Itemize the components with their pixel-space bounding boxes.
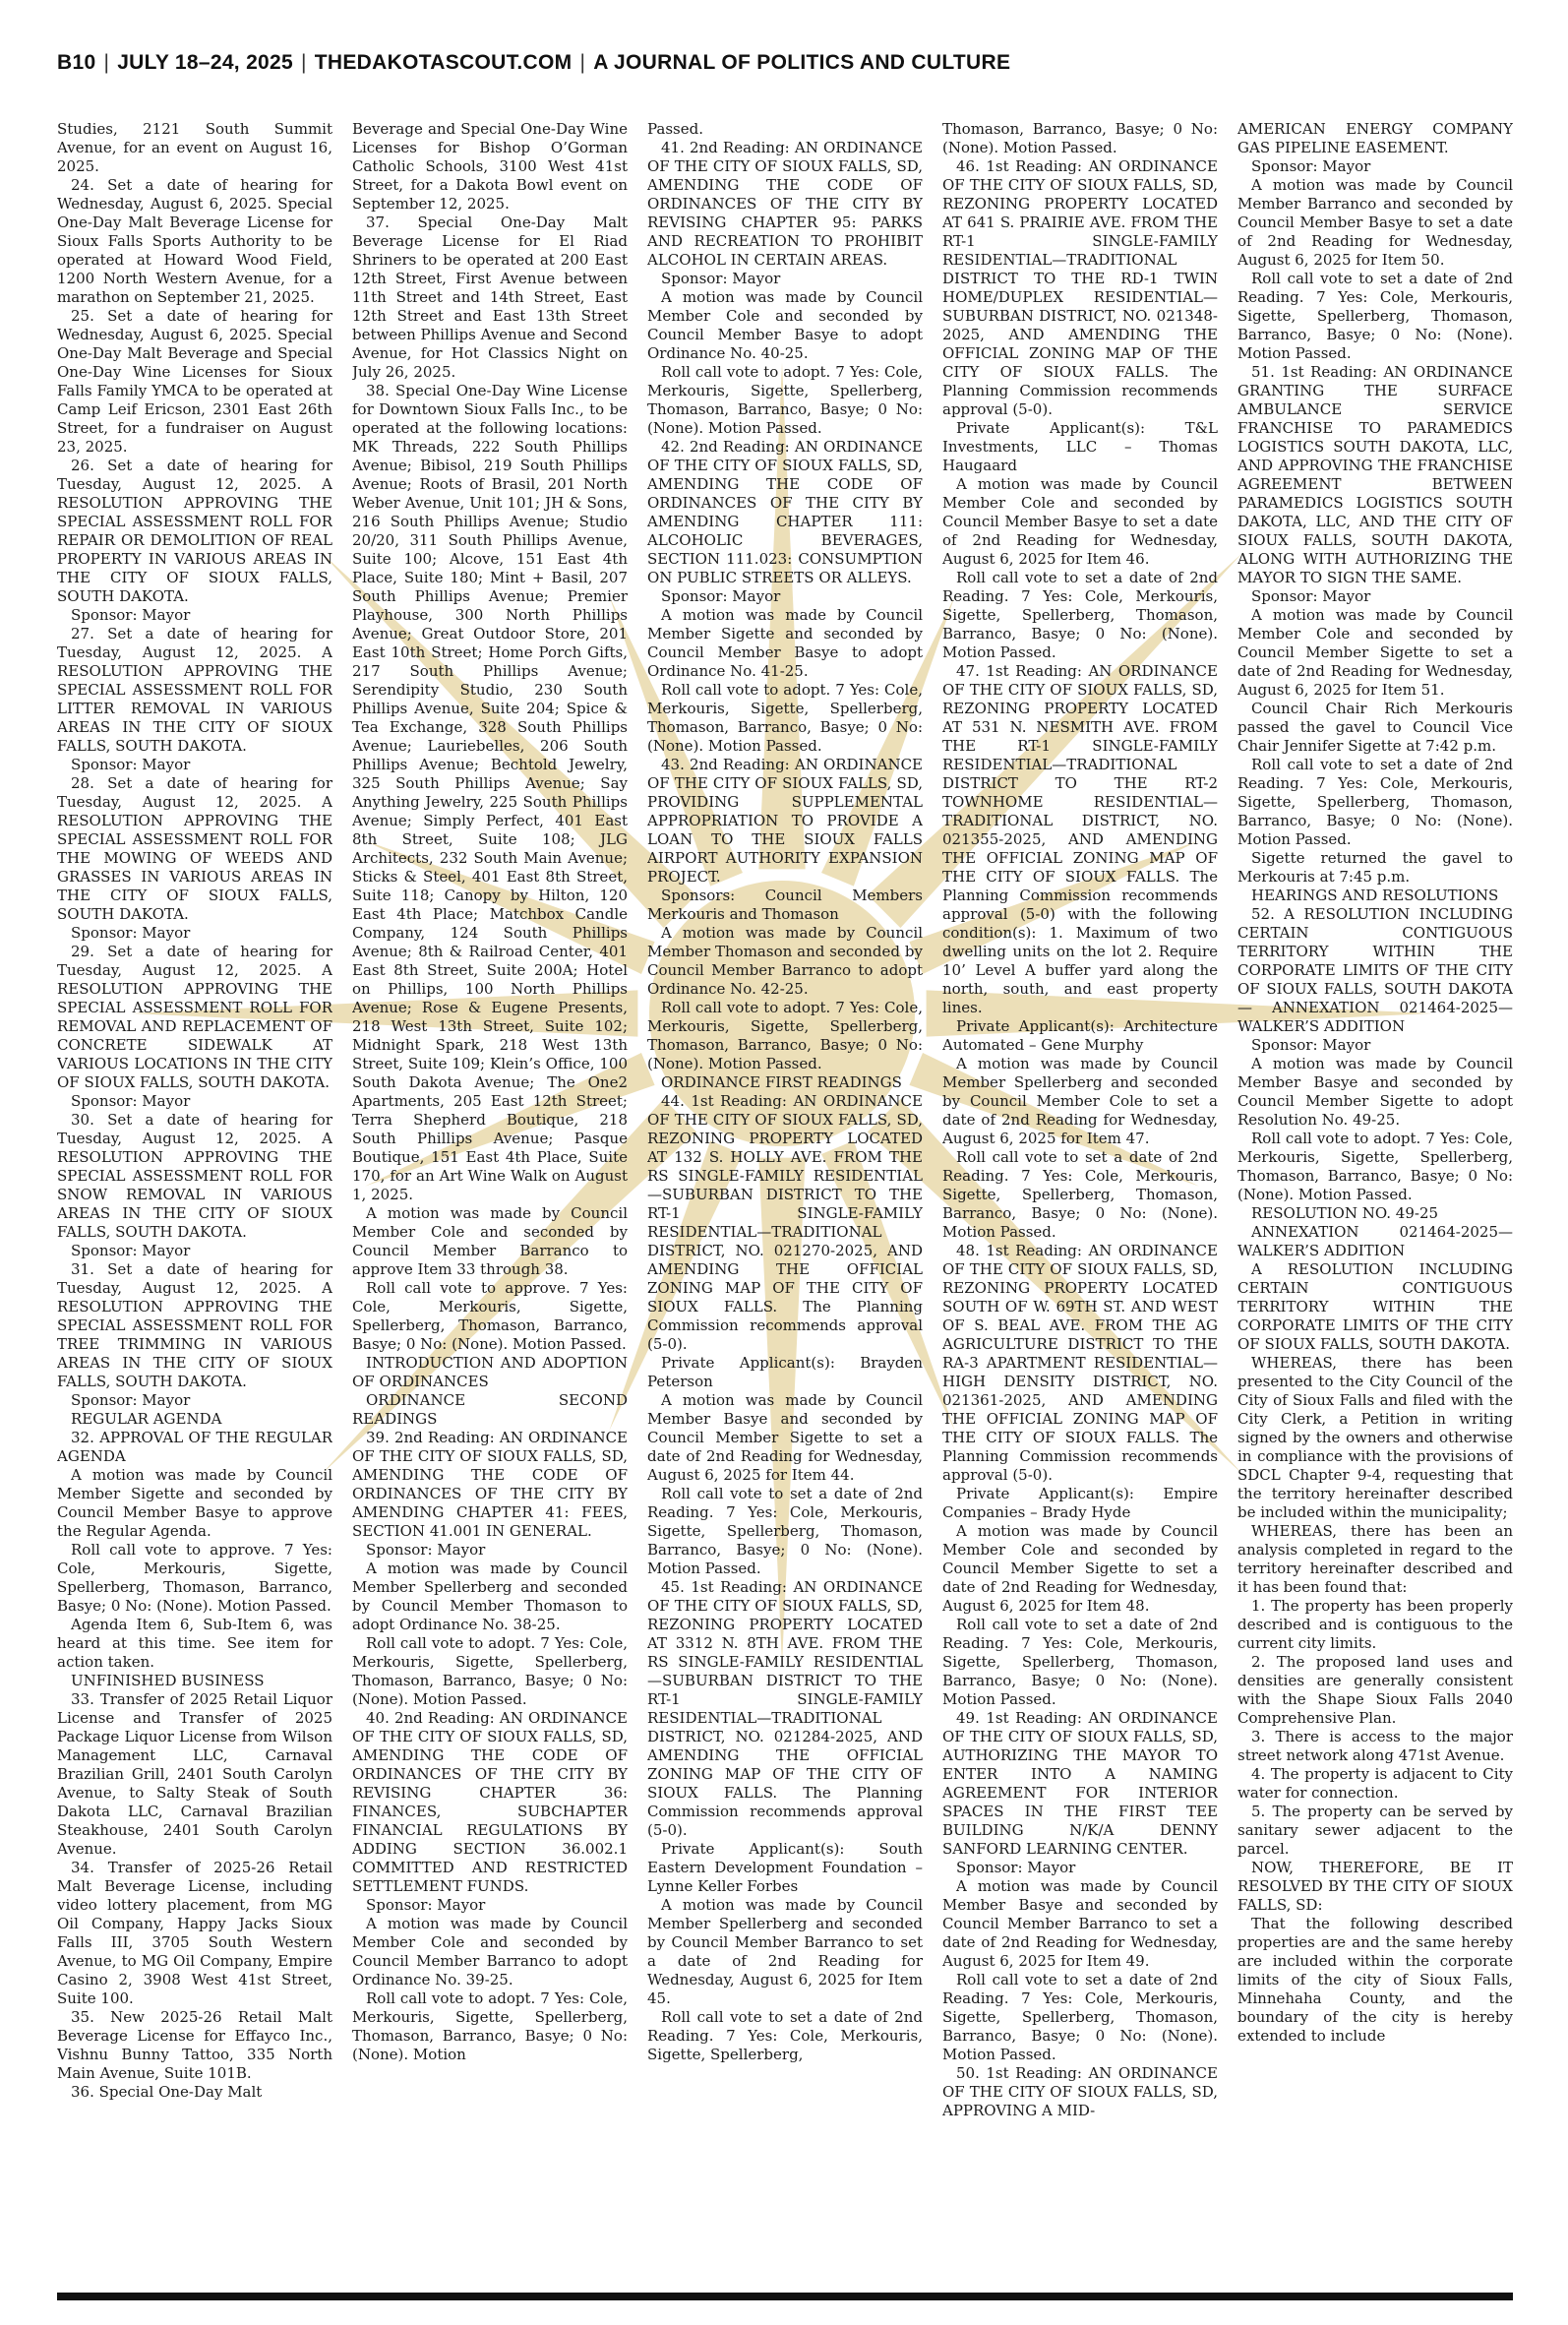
paragraph: Council Chair Rich Merkouris passed the gavel to Council Vice Chair Jennifer Sigette at 7:42 p.m. (1237, 700, 1513, 755)
paragraph: Sponsor: Mayor (71, 1391, 191, 1409)
paragraph: Roll call vote to adopt. 7 Yes: Cole, Merkouris, Sigette, Spellerberg, Thomason, Barranco, Basye; 0 No: (None). Motion Passed. (647, 999, 923, 1072)
paragraph: Roll call vote to adopt. 7 Yes: Cole, Merkouris, Sigette, Spellerberg, Thomason, Barranco, Basye; 0 No: (None). Motion Passed. (647, 681, 923, 755)
paragraph: 44. 1st Reading: AN ORDINANCE OF THE CITY OF SIOUX FALLS, SD, REZONING PROPERTY LOCATED AT 132 S. HOLLY AVE. FROM THE RS SINGLE-FAMILY RESIDENTIAL—SUBURBAN DISTRICT TO THE RT-1 SINGLE-FAMILY RESIDENTIAL—TRADITIONAL DISTRICT, NO. 021270-2025, AND AMENDING THE OFFICIAL ZONING MAP OF THE CITY OF SIOUX FALLS. The Planning Commission recommends approval (5-0). (647, 1092, 923, 1353)
paragraph: 30. Set a date of hearing for Tuesday, August 12, 2025. A RESOLUTION APPROVING THE SPECIAL ASSESSMENT ROLL FOR SNOW REMOVAL IN VARIOUS AREAS IN THE CITY OF SIOUX FALLS, SOUTH DAKOTA. (57, 1111, 332, 1241)
paragraph: 3. There is access to the major street network along 471st Avenue. (1237, 1728, 1513, 1764)
column-4 (942, 120, 1218, 2285)
issue-date: JULY 18–24, 2025 (117, 51, 293, 74)
paragraph: 26. Set a date of hearing for Tuesday, August 12, 2025. A RESOLUTION APPROVING THE SPECIAL ASSESSMENT ROLL FOR REPAIR OR DEMOLITION OF REAL PROPERTY IN VARIOUS AREAS IN THE CITY OF SIOUX FALLS, SOUTH DAKOTA. (57, 457, 332, 605)
paragraph: A motion was made by Council Member Basye and seconded by Council Member Barranco to set a date of 2nd Reading for Wednesday, August 6, 2025 for Item 49. (942, 1877, 1218, 1970)
paragraph: Sponsor: Mayor (71, 1242, 191, 1259)
paragraph: A motion was made by Council Member Cole and seconded by Council Member Sigette to set a date of 2nd Reading for Wednesday, August 6, 2025 for Item 48. (942, 1522, 1218, 1615)
paragraph: Roll call vote to set a date of 2nd Reading. 7 Yes: Cole, Merkouris, Sigette, Spellerberg, Thomason, Barranco, Basye; 0 No: (None). Motion Passed. (942, 1616, 1218, 1708)
paragraph: 43. 2nd Reading: AN ORDINANCE OF THE CITY OF SIOUX FALLS, SD, PROVIDING SUPPLEMENTAL APPROPRIATION TO PROVIDE A LOAN TO THE SIOUX FALLS AIRPORT AUTHORITY EXPANSION PROJECT. (647, 756, 923, 886)
paragraph: Sponsor: Mayor (1251, 157, 1371, 175)
column-1 (57, 120, 332, 2285)
paragraph: A motion was made by Council Member Cole and seconded by Council Member Barranco to adopt Ordinance No. 39-25. (352, 1915, 628, 1988)
paragraph: Sponsors: Council Members Merkouris and Thomason (647, 887, 923, 923)
paragraph: 42. 2nd Reading: AN ORDINANCE OF THE CITY OF SIOUX FALLS, SD, AMENDING THE CODE OF ORDINANCES OF THE CITY BY AMENDING CHAPTER 111: ALCOHOLIC BEVERAGES, SECTION 111.023: CONSUMPTION ON PUBLIC STREETS OR ALLEYS. (647, 438, 923, 586)
paragraph: Sponsor: Mayor (71, 1092, 191, 1110)
paragraph: Thomason, Barranco, Basye; 0 No: (None). Motion Passed. (942, 120, 1218, 156)
paragraph: Sponsor: Mayor (366, 1541, 486, 1559)
paragraph: Sponsor: Mayor (661, 587, 781, 605)
paragraph: 24. Set a date of hearing for Wednesday, August 6, 2025. Special One-Day Malt Beverage License for Sioux Falls Sports Authority to be operated at Howard Wood Field, 1200 North Western Avenue, for a marathon on September 21, 2025. (57, 176, 332, 306)
paragraph: 2. The proposed land uses and densities are generally consistent with the Shape Sioux Falls 2040 Comprehensive Plan. (1237, 1653, 1513, 1727)
page-number: B10 (57, 51, 96, 74)
site-name: THEDAKOTASCOUT.COM (314, 51, 573, 74)
paragraph: 37. Special One-Day Malt Beverage License for El Riad Shriners to be operated at 200 East 12th Street, First Avenue between 11th Street and 14th Street, East 12th Street and East 13th Street between Phillips Avenue and Second Avenue, for Hot Classics Night on July 26, 2025. (352, 214, 628, 381)
bottom-rule (57, 2293, 1513, 2300)
paragraph: 1. The property has been properly described and is contiguous to the current city limits. (1237, 1597, 1513, 1652)
paragraph: 29. Set a date of hearing for Tuesday, August 12, 2025. A RESOLUTION APPROVING THE SPECIAL ASSESSMENT ROLL FOR REMOVAL AND REPLACEMENT OF CONCRETE SIDEWALK AT VARIOUS LOCATIONS IN THE CITY OF SIOUX FALLS, SOUTH DAKOTA. (57, 943, 332, 1091)
paragraph: Private Applicant(s): T&L Investments, LLC – Thomas Haugaard (942, 419, 1218, 474)
paragraph: Roll call vote to set a date of 2nd Reading. 7 Yes: Cole, Merkouris, Sigette, Spellerberg, Thomason, Barranco, Basye; 0 No: (None). Motion Passed. (1237, 270, 1513, 362)
paragraph: 48. 1st Reading: AN ORDINANCE OF THE CITY OF SIOUX FALLS, SD, REZONING PROPERTY LOCATED SOUTH OF W. 69TH ST. AND WEST OF S. BEAL AVE. FROM THE AG AGRICULTURE DISTRICT TO THE RA-3 APARTMENT RESIDENTIAL—HIGH DENSITY DISTRICT, NO. 021361-2025, AND AMENDING THE OFFICIAL ZONING MAP OF THE CITY OF SIOUX FALLS. The Planning Commission recommends approval (5-0). (942, 1242, 1218, 1484)
paragraph: Sponsor: Mayor (71, 756, 191, 773)
paragraph: AMERICAN ENERGY COMPANY GAS PIPELINE EASEMENT. (1237, 120, 1513, 156)
paragraph: ORDINANCE SECOND READINGS (352, 1391, 628, 1428)
paragraph: 32. APPROVAL OF THE REGULAR AGENDA (57, 1429, 332, 1465)
paragraph: A motion was made by Council Member Sigette and seconded by Council Member Basye to approve the Regular Agenda. (57, 1466, 332, 1540)
paragraph: 35. New 2025-26 Retail Malt Beverage License for Effayco Inc., Vishnu Bunny Tattoo, 335 North Main Avenue, Suite 101B. (57, 2008, 332, 2082)
paragraph: 25. Set a date of hearing for Wednesday, August 6, 2025. Special One-Day Malt Beverage and Special One-Day Wine Licenses for Sioux Falls Family YMCA to be operated at Camp Leif Ericson, 2301 East 26th Street, for a fundraiser on August 23, 2025. (57, 307, 332, 456)
paragraph: A motion was made by Council Member Barranco and seconded by Council Member Basye to set a date of 2nd Reading for Wednesday, August 6, 2025 for Item 50. (1237, 176, 1513, 269)
paragraph: Sponsor: Mayor (1251, 1036, 1371, 1054)
paragraph: Roll call vote to approve. 7 Yes: Cole, Merkouris, Sigette, Spellerberg, Thomason, Barranco, Basye; 0 No: (None). Motion Passed. (57, 1541, 332, 1615)
paragraph: 33. Transfer of 2025 Retail Liquor License and Transfer of 2025 Package Liquor License from Wilson Management LLC, Carnaval Brazilian Grill, 2401 South Carolyn Avenue, to Salty Steak of South Dakota LLC, Carnaval Brazilian Steakhouse, 2401 South Carolyn Avenue. (57, 1690, 332, 1858)
paragraph: Roll call vote to adopt. 7 Yes: Cole, Merkouris, Sigette, Spellerberg, Thomason, Barranco, Basye; 0 No: (None). Motion (352, 1989, 628, 2063)
paragraph: 27. Set a date of hearing for Tuesday, August 12, 2025. A RESOLUTION APPROVING THE SPECIAL ASSESSMENT ROLL FOR LITTER REMOVAL IN VARIOUS AREAS IN THE CITY OF SIOUX FALLS, SOUTH DAKOTA. (57, 625, 332, 755)
paragraph: Roll call vote to set a date of 2nd Reading. 7 Yes: Cole, Merkouris, Sigette, Spellerberg, Thomason, Barranco, Basye; 0 No: (None). Motion Passed. (647, 1485, 923, 1577)
paragraph: 51. 1st Reading: AN ORDINANCE GRANTING THE SURFACE AMBULANCE SERVICE FRANCHISE TO PARAMEDICS LOGISTICS SOUTH DAKOTA, LLC, AND APPROVING THE FRANCHISE AGREEMENT BETWEEN PARAMEDICS LOGISTICS SOUTH DAKOTA, LLC, AND THE CITY OF SIOUX FALLS, SOUTH DAKOTA, ALONG WITH AUTHORIZING THE MAYOR TO SIGN THE SAME. (1237, 363, 1513, 586)
paragraph: A motion was made by Council Member Cole and seconded by Council Member Sigette to set a date of 2nd Reading for Wednesday, August 6, 2025 for Item 51. (1237, 606, 1513, 699)
paragraph: Private Applicant(s): Brayden Peterson (647, 1354, 923, 1390)
paragraph: 4. The property is adjacent to City water for connection. (1237, 1765, 1513, 1802)
paragraph: A motion was made by Council Member Spellerberg and seconded by Council Member Cole to set a date of 2nd Reading for Wednesday, August 6, 2025 for Item 47. (942, 1055, 1218, 1147)
paragraph: NOW, THEREFORE, BE IT RESOLVED BY THE CITY OF SIOUX FALLS, SD: (1237, 1859, 1513, 1914)
paragraph: Sponsor: Mayor (956, 1859, 1076, 1876)
paragraph: WHEREAS, there has been an analysis completed in regard to the territory hereinafter described and it has been found that: (1237, 1522, 1513, 1596)
paragraph: INTRODUCTION AND ADOPTION OF ORDINANCES (352, 1354, 628, 1390)
paragraph: RESOLUTION NO. 49-25 (1251, 1204, 1439, 1222)
header-separator: | (103, 51, 110, 74)
paragraph: A motion was made by Council Member Spellerberg and seconded by Council Member Thomason to adopt Ordinance No. 38-25. (352, 1560, 628, 1633)
paragraph: A motion was made by Council Member Spellerberg and seconded by Council Member Barranco to set a date of 2nd Reading for Wednesday, August 6, 2025 for Item 45. (647, 1896, 923, 2007)
paragraph: Roll call vote to approve. 7 Yes: Cole, Merkouris, Sigette, Spellerberg, Thomason, Barranco, Basye; 0 No: (None). Motion Passed. (352, 1279, 628, 1353)
paragraph: 46. 1st Reading: AN ORDINANCE OF THE CITY OF SIOUX FALLS, SD, REZONING PROPERTY LOCATED AT 641 S. PRAIRIE AVE. FROM THE RT-1 SINGLE-FAMILY RESIDENTIAL—TRADITIONAL DISTRICT TO THE RD-1 TWIN HOME/DUPLEX RESIDENTIAL—SUBURBAN DISTRICT, NO. 021348-2025, AND AMENDING THE OFFICIAL ZONING MAP OF THE CITY OF SIOUX FALLS. The Planning Commission recommends approval (5-0). (942, 157, 1218, 418)
paragraph: Sponsor: Mayor (71, 924, 191, 942)
paragraph: Roll call vote to adopt. 7 Yes: Cole, Merkouris, Sigette, Spellerberg, Thomason, Barranco, Basye; 0 No: (None). Motion Passed. (1237, 1130, 1513, 1203)
paragraph: Roll call vote to set a date of 2nd Reading. 7 Yes: Cole, Merkouris, Sigette, Spellerberg, Thomason, Barranco, Basye; 0 No: (None). Motion Passed. (1237, 756, 1513, 848)
paragraph: 31. Set a date of hearing for Tuesday, August 12, 2025. A RESOLUTION APPROVING THE SPECIAL ASSESSMENT ROLL FOR TREE TRIMMING IN VARIOUS AREAS IN THE CITY OF SIOUX FALLS, SOUTH DAKOTA. (57, 1260, 332, 1390)
page-header (57, 51, 1513, 87)
article-columns (57, 120, 1513, 2285)
paragraph: HEARINGS AND RESOLUTIONS (1251, 887, 1499, 904)
paragraph: ANNEXATION 021464-2025—WALKER’S ADDITION (1237, 1223, 1513, 1259)
paragraph: Studies, 2121 South Summit Avenue, for an event on August 16, 2025. (57, 120, 332, 175)
header-separator: | (579, 51, 586, 74)
paragraph: 39. 2nd Reading: AN ORDINANCE OF THE CITY OF SIOUX FALLS, SD, AMENDING THE CODE OF ORDINANCES OF THE CITY BY AMENDING CHAPTER 41: FEES, SECTION 41.001 IN GENERAL. (352, 1429, 628, 1540)
paragraph: A motion was made by Council Member Cole and seconded by Council Member Basye to adopt Ordinance No. 40-25. (647, 288, 923, 362)
header-separator: | (301, 51, 307, 74)
paragraph: A motion was made by Council Member Basye and seconded by Council Member Sigette to adopt Resolution No. 49-25. (1237, 1055, 1513, 1129)
paragraph: Roll call vote to set a date of 2nd Reading. 7 Yes: Cole, Merkouris, Sigette, Spellerberg, Thomason, Barranco, Basye; 0 No: (None). Motion Passed. (942, 1148, 1218, 1241)
column-3 (647, 120, 923, 2285)
paragraph: Sponsor: Mayor (366, 1896, 486, 1914)
paragraph: 36. Special One-Day Malt (71, 2083, 263, 2101)
paragraph: Roll call vote to set a date of 2nd Reading. 7 Yes: Cole, Merkouris, Sigette, Spellerberg, Thomason, Barranco, Basye; 0 No: (None). Motion Passed. (942, 569, 1218, 661)
paragraph: A motion was made by Council Member Thomason and seconded by Council Member Barranco to adopt Ordinance No. 42-25. (647, 924, 923, 998)
paragraph: A motion was made by Council Member Cole and seconded by Council Member Barranco to approve Item 33 through 38. (352, 1204, 628, 1278)
column-5 (1237, 120, 1513, 2285)
tagline: A JOURNAL OF POLITICS AND CULTURE (593, 51, 1011, 74)
paragraph: Passed. (647, 120, 704, 138)
paragraph: Beverage and Special One-Day Wine Licenses for Bishop O’Gorman Catholic Schools, 3100 West 41st Street, for a Dakota Bowl event on September 12, 2025. (352, 120, 628, 213)
paragraph: A motion was made by Council Member Cole and seconded by Council Member Basye to set a date of 2nd Reading for Wednesday, August 6, 2025 for Item 46. (942, 475, 1218, 568)
paragraph: 34. Transfer of 2025-26 Retail Malt Beverage License, including video lottery placement, from MG Oil Company, Happy Jacks Sioux Falls III, 3705 South Western Avenue, to MG Oil Company, Empire Casino 2, 3908 West 41st Street, Suite 100. (57, 1859, 332, 2007)
paragraph: A RESOLUTION INCLUDING CERTAIN CONTIGUOUS TERRITORY WITHIN THE CORPORATE LIMITS OF THE CITY OF SIOUX FALLS, SOUTH DAKOTA. (1237, 1260, 1513, 1353)
paragraph: Private Applicant(s): South Eastern Development Foundation – Lynne Keller Forbes (647, 1840, 923, 1895)
paragraph: Sigette returned the gavel to Merkouris at 7:45 p.m. (1237, 849, 1513, 886)
paragraph: 28. Set a date of hearing for Tuesday, August 12, 2025. A RESOLUTION APPROVING THE SPECIAL ASSESSMENT ROLL FOR THE MOWING OF WEEDS AND GRASSES IN VARIOUS AREAS IN THE CITY OF SIOUX FALLS, SOUTH DAKOTA. (57, 774, 332, 923)
paragraph: Agenda Item 6, Sub-Item 6, was heard at this time. See item for action taken. (57, 1616, 332, 1671)
paragraph: That the following described properties are and the same hereby are included within the corporate limits of the city of Sioux Falls, Minnehaha County, and the boundary of the city is hereby extended to include (1237, 1915, 1513, 2045)
paragraph: Roll call vote to adopt. 7 Yes: Cole, Merkouris, Sigette, Spellerberg, Thomason, Barranco, Basye; 0 No: (None). Motion Passed. (647, 363, 923, 437)
paragraph: 45. 1st Reading: AN ORDINANCE OF THE CITY OF SIOUX FALLS, SD, REZONING PROPERTY LOCATED AT 3312 N. 8TH AVE. FROM THE RS SINGLE-FAMILY RESIDENTIAL—SUBURBAN DISTRICT TO THE RT-1 SINGLE-FAMILY RESIDENTIAL—TRADITIONAL DISTRICT, NO. 021284-2025, AND AMENDING THE OFFICIAL ZONING MAP OF THE CITY OF SIOUX FALLS. The Planning Commission recommends approval (5-0). (647, 1578, 923, 1839)
paragraph: 49. 1st Reading: AN ORDINANCE OF THE CITY OF SIOUX FALLS, SD, AUTHORIZING THE MAYOR TO ENTER INTO A NAMING AGREEMENT FOR INTERIOR SPACES IN THE FIRST TEE BUILDING N/K/A DENNY SANFORD LEARNING CENTER. (942, 1709, 1218, 1858)
paragraph: 50. 1st Reading: AN ORDINANCE OF THE CITY OF SIOUX FALLS, SD, APPROVING A MID- (942, 2064, 1218, 2119)
paragraph: 5. The property can be served by sanitary sewer adjacent to the parcel. (1237, 1803, 1513, 1858)
paragraph: Private Applicant(s): Empire Companies – Brady Hyde (942, 1485, 1218, 1521)
paragraph: 38. Special One-Day Wine License for Downtown Sioux Falls Inc., to be operated at the following locations: MK Threads, 222 South Phillips Avenue; Bibisol, 219 South Phillips Avenue; Roots of Brasil, 201 North Weber Avenue, Unit 101; JH & Sons, 216 South Phillips Avenue; Studio 20/20, 311 South Phillips Avenue, Suite 100; Alcove, 151 East 4th Place, Suite 180; Mint + Basil, 207 South Phillips Avenue; Premier Playhouse, 300 North Phillips Avenue; Great Outdoor Store, 201 East 10th Street; Home Porch Gifts, 217 South Phillips Avenue; Serendipity Studio, 230 South Phillips Avenue, Suite 204; Spice & Tea Exchange, 328 South Phillips Avenue; Lauriebelles, 206 South Phillips Avenue; Bechtold Jewelry, 325 South Phillips Avenue; Say Anything Jewelry, 225 South Phillips Avenue; Simply Perfect, 401 East 8th Street, Suite 108; JLG Architects, 232 South Main Avenue; Sticks & Steel, 401 East 8th Street, Suite 118; Canopy by Hilton, 120 East 4th Place; Matchbox Candle Company, 124 South Phillips Avenue; 8th & Railroad Center, 401 East 8th Street, Suite 200A; Hotel on Phillips, 100 North Phillips Avenue; Rose & Eugene Presents, 218 West 13th Street, Suite 102; Midnight Spark, 218 West 13th Street, Suite 109; Klein’s Office, 100 South Dakota Avenue; The One2 Apartments, 205 East 12th Street; Terra Shepherd Boutique, 218 South Phillips Avenue; Pasque Boutique, 151 East 4th Place, Suite 170, for an Art Wine Walk on August 1, 2025. (352, 382, 628, 1203)
paragraph: Sponsor: Mayor (1251, 587, 1371, 605)
paragraph: Roll call vote to adopt. 7 Yes: Cole, Merkouris, Sigette, Spellerberg, Thomason, Barranco, Basye; 0 No: (None). Motion Passed. (352, 1634, 628, 1708)
paragraph: WHEREAS, there has been presented to the City Council of the City of Sioux Falls and filed with the City Clerk, a Petition in writing signed by the owners and otherwise in compliance with the provisions of SDCL Chapter 9-4, requesting that the territory hereinafter described be included within the municipality; (1237, 1354, 1513, 1521)
paragraph: 47. 1st Reading: AN ORDINANCE OF THE CITY OF SIOUX FALLS, SD, REZONING PROPERTY LOCATED AT 531 N. NESMITH AVE. FROM THE RT-1 SINGLE-FAMILY RESIDENTIAL—TRADITIONAL DISTRICT TO THE RT-2 TOWNHOME RESIDENTIAL—TRADITIONAL DISTRICT, NO. 021355-2025, AND AMENDING THE OFFICIAL ZONING MAP OF THE CITY OF SIOUX FALLS. The Planning Commission recommends approval (5-0) with the following condition(s): 1. Maximum of two dwelling units on the lot 2. Require 10’ Level A buffer yard along the north, south, and east property lines. (942, 662, 1218, 1016)
paragraph: Roll call vote to set a date of 2nd Reading. 7 Yes: Cole, Merkouris, Sigette, Spellerberg, (647, 2008, 923, 2063)
column-2 (352, 120, 628, 2285)
paragraph: REGULAR AGENDA (71, 1410, 222, 1428)
paragraph: 40. 2nd Reading: AN ORDINANCE OF THE CITY OF SIOUX FALLS, SD, AMENDING THE CODE OF ORDINANCES OF THE CITY BY REVISING CHAPTER 36: FINANCES, SUBCHAPTER FINANCIAL REGULATIONS BY ADDING SECTION 36.002.1 COMMITTED AND RESTRICTED SETTLEMENT FUNDS. (352, 1709, 628, 1895)
paragraph: A motion was made by Council Member Basye and seconded by Council Member Sigette to set a date of 2nd Reading for Wednesday, August 6, 2025 for Item 44. (647, 1391, 923, 1484)
paragraph: UNFINISHED BUSINESS (71, 1672, 265, 1689)
paragraph: 41. 2nd Reading: AN ORDINANCE OF THE CITY OF SIOUX FALLS, SD, AMENDING THE CODE OF ORDINANCES OF THE CITY BY REVISING CHAPTER 95: PARKS AND RECREATION TO PROHIBIT ALCOHOL IN CERTAIN AREAS. (647, 139, 923, 269)
paragraph: Roll call vote to set a date of 2nd Reading. 7 Yes: Cole, Merkouris, Sigette, Spellerberg, Thomason, Barranco, Basye; 0 No: (None). Motion Passed. (942, 1971, 1218, 2063)
paragraph: 52. A RESOLUTION INCLUDING CERTAIN CONTIGUOUS TERRITORY WITHIN THE CORPORATE LIMITS OF THE CITY OF SIOUX FALLS, SOUTH DAKOTA — ANNEXATION 021464-2025—WALKER’S ADDITION (1237, 905, 1513, 1035)
paragraph: Private Applicant(s): Architecture Automated – Gene Murphy (942, 1017, 1218, 1054)
paragraph: Sponsor: Mayor (71, 606, 191, 624)
paragraph: A motion was made by Council Member Sigette and seconded by Council Member Basye to adopt Ordinance No. 41-25. (647, 606, 923, 680)
paragraph: Sponsor: Mayor (661, 270, 781, 287)
paragraph: ORDINANCE FIRST READINGS (661, 1073, 902, 1091)
